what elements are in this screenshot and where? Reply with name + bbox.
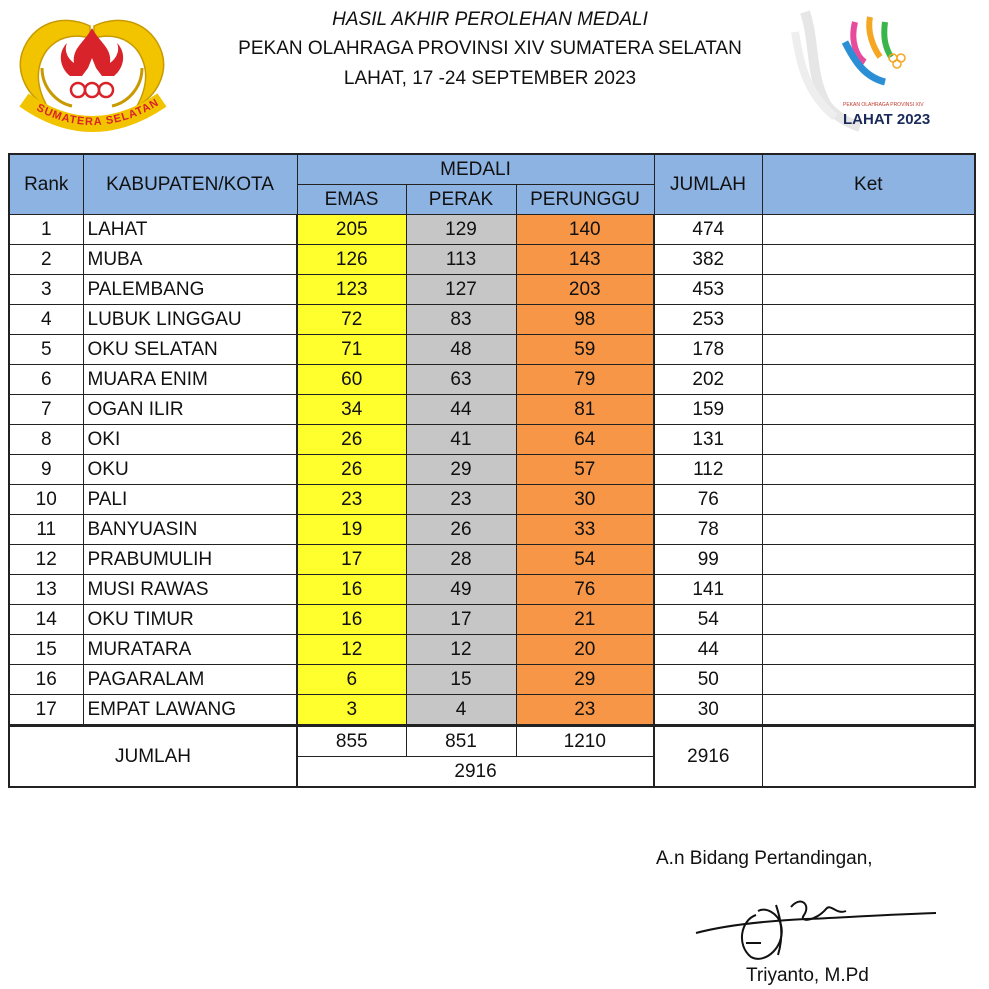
- region-name-cell: MUSI RAWAS: [83, 575, 297, 605]
- logo-right-big-text: LAHAT 2023: [843, 111, 931, 128]
- ket-cell: [762, 365, 975, 395]
- perak-cell: 41: [406, 425, 516, 455]
- table-row: [9, 215, 975, 245]
- table-row: [9, 365, 975, 395]
- table-row: [9, 275, 975, 305]
- perak-cell: 29: [406, 455, 516, 485]
- jumlah-cell: 76: [654, 485, 762, 515]
- perak-cell: 63: [406, 365, 516, 395]
- region-name-cell: OKU TIMUR: [83, 605, 297, 635]
- emas-cell: 26: [297, 455, 406, 485]
- rank-cell: 4: [9, 305, 83, 335]
- table-row: [9, 485, 975, 515]
- sumsel-logo: [12, 8, 172, 138]
- perunggu-cell: 140: [516, 215, 654, 245]
- total-perunggu: 1210: [516, 726, 654, 757]
- rank-cell: 3: [9, 275, 83, 305]
- rank-cell: 10: [9, 485, 83, 515]
- table-row: [9, 305, 975, 335]
- ket-cell: [762, 635, 975, 665]
- perunggu-cell: 54: [516, 545, 654, 575]
- emas-cell: 12: [297, 635, 406, 665]
- medal-table: [8, 153, 976, 788]
- jumlah-cell: 50: [654, 665, 762, 695]
- table-row: [9, 635, 975, 665]
- header-perak: PERAK: [406, 185, 516, 215]
- table-row: [9, 455, 975, 485]
- perak-cell: 83: [406, 305, 516, 335]
- region-name-cell: OKI: [83, 425, 297, 455]
- header-title: HASIL AKHIR PEROLEHAN MEDALI: [332, 9, 648, 30]
- emas-cell: 60: [297, 365, 406, 395]
- emas-cell: 71: [297, 335, 406, 365]
- header-rank: Rank: [9, 154, 83, 215]
- ket-cell: [762, 395, 975, 425]
- table-row: [9, 515, 975, 545]
- header-place-date: LAHAT, 17 -24 SEPTEMBER 2023: [343, 68, 637, 89]
- table-row: [9, 245, 975, 275]
- jumlah-cell: 178: [654, 335, 762, 365]
- jumlah-cell: 382: [654, 245, 762, 275]
- rank-cell: 2: [9, 245, 83, 275]
- rank-cell: 5: [9, 335, 83, 365]
- ket-cell: [762, 575, 975, 605]
- jumlah-cell: 44: [654, 635, 762, 665]
- jumlah-cell: 453: [654, 275, 762, 305]
- rank-cell: 7: [9, 395, 83, 425]
- region-name-cell: OKU SELATAN: [83, 335, 297, 365]
- emas-cell: 16: [297, 605, 406, 635]
- rank-cell: 14: [9, 605, 83, 635]
- perunggu-cell: 57: [516, 455, 654, 485]
- perunggu-cell: 23: [516, 695, 654, 726]
- perunggu-cell: 98: [516, 305, 654, 335]
- header-perunggu: PERUNGGU: [516, 185, 654, 215]
- ket-cell: [762, 545, 975, 575]
- rank-cell: 1: [9, 215, 83, 245]
- rank-cell: 6: [9, 365, 83, 395]
- emas-cell: 123: [297, 275, 406, 305]
- emas-cell: 26: [297, 425, 406, 455]
- ket-cell: [762, 665, 975, 695]
- total-perak: 851: [406, 726, 516, 757]
- perunggu-cell: 64: [516, 425, 654, 455]
- svg-text:SUMATERA SELATAN: [35, 96, 162, 128]
- jumlah-cell: 141: [654, 575, 762, 605]
- document-header: [180, 6, 800, 94]
- header-event: PEKAN OLAHRAGA PROVINSI XIV SUMATERA SELATAN: [238, 38, 742, 59]
- ket-cell: [762, 605, 975, 635]
- jumlah-cell: 99: [654, 545, 762, 575]
- perunggu-cell: 59: [516, 335, 654, 365]
- perunggu-cell: 20: [516, 635, 654, 665]
- ket-cell: [762, 215, 975, 245]
- porprov-lahat-logo: [785, 2, 931, 142]
- rank-cell: 9: [9, 455, 83, 485]
- logo-left-text: SUMATERA SELATAN: [34, 96, 162, 129]
- signature-name: Triyanto, M.Pd: [746, 965, 869, 986]
- jumlah-cell: 474: [654, 215, 762, 245]
- perunggu-cell: 76: [516, 575, 654, 605]
- perak-cell: 49: [406, 575, 516, 605]
- ket-cell: [762, 305, 975, 335]
- ket-cell: [762, 695, 975, 726]
- perunggu-cell: 30: [516, 485, 654, 515]
- jumlah-cell: 131: [654, 425, 762, 455]
- rank-cell: 16: [9, 665, 83, 695]
- jumlah-cell: 202: [654, 365, 762, 395]
- region-name-cell: LAHAT: [83, 215, 297, 245]
- perak-cell: 113: [406, 245, 516, 275]
- perak-cell: 15: [406, 665, 516, 695]
- total-medali: 2916: [297, 757, 654, 788]
- perak-cell: 23: [406, 485, 516, 515]
- ket-cell: [762, 245, 975, 275]
- table-row: [9, 575, 975, 605]
- region-name-cell: MUARA ENIM: [83, 365, 297, 395]
- emas-cell: 205: [297, 215, 406, 245]
- ket-cell: [762, 335, 975, 365]
- jumlah-cell: 54: [654, 605, 762, 635]
- emas-cell: 17: [297, 545, 406, 575]
- total-jumlah: 2916: [654, 726, 762, 788]
- jumlah-cell: 30: [654, 695, 762, 726]
- perak-cell: 127: [406, 275, 516, 305]
- header-ket: Ket: [762, 154, 975, 215]
- jumlah-cell: 78: [654, 515, 762, 545]
- ket-cell: [762, 275, 975, 305]
- rank-cell: 11: [9, 515, 83, 545]
- region-name-cell: PALI: [83, 485, 297, 515]
- perunggu-cell: 143: [516, 245, 654, 275]
- perak-cell: 4: [406, 695, 516, 726]
- perak-cell: 129: [406, 215, 516, 245]
- region-name-cell: PAGARALAM: [83, 665, 297, 695]
- emas-cell: 34: [297, 395, 406, 425]
- header-medali: MEDALI: [297, 154, 654, 185]
- region-name-cell: OKU: [83, 455, 297, 485]
- rank-cell: 17: [9, 695, 83, 726]
- total-ket: [762, 726, 975, 788]
- signature-role: A.n Bidang Pertandingan,: [656, 848, 873, 869]
- perak-cell: 26: [406, 515, 516, 545]
- emas-cell: 126: [297, 245, 406, 275]
- header-region: KABUPATEN/KOTA: [83, 154, 297, 215]
- region-name-cell: MURATARA: [83, 635, 297, 665]
- header-jumlah: JUMLAH: [654, 154, 762, 215]
- emas-cell: 6: [297, 665, 406, 695]
- perunggu-cell: 203: [516, 275, 654, 305]
- region-name-cell: LUBUK LINGGAU: [83, 305, 297, 335]
- signature-block: [656, 845, 956, 986]
- jumlah-cell: 253: [654, 305, 762, 335]
- emas-cell: 19: [297, 515, 406, 545]
- table-row: [9, 545, 975, 575]
- region-name-cell: MUBA: [83, 245, 297, 275]
- handwritten-signature: [686, 885, 946, 965]
- perunggu-cell: 79: [516, 365, 654, 395]
- perunggu-cell: 29: [516, 665, 654, 695]
- ket-cell: [762, 485, 975, 515]
- table-row: [9, 665, 975, 695]
- total-emas: 855: [297, 726, 406, 757]
- region-name-cell: BANYUASIN: [83, 515, 297, 545]
- region-name-cell: EMPAT LAWANG: [83, 695, 297, 726]
- rank-cell: 8: [9, 425, 83, 455]
- perak-cell: 48: [406, 335, 516, 365]
- table-row: [9, 605, 975, 635]
- table-row: [9, 425, 975, 455]
- table-row: [9, 395, 975, 425]
- rank-cell: 12: [9, 545, 83, 575]
- perak-cell: 12: [406, 635, 516, 665]
- jumlah-cell: 159: [654, 395, 762, 425]
- perak-cell: 44: [406, 395, 516, 425]
- region-name-cell: OGAN ILIR: [83, 395, 297, 425]
- rank-cell: 15: [9, 635, 83, 665]
- rank-cell: 13: [9, 575, 83, 605]
- perunggu-cell: 33: [516, 515, 654, 545]
- header-emas: EMAS: [297, 185, 406, 215]
- emas-cell: 72: [297, 305, 406, 335]
- perunggu-cell: 81: [516, 395, 654, 425]
- logo-right-small-text: PEKAN OLAHRAGA PROVINSI XIV: [843, 102, 924, 108]
- total-label: JUMLAH: [9, 726, 297, 788]
- perak-cell: 28: [406, 545, 516, 575]
- region-name-cell: PRABUMULIH: [83, 545, 297, 575]
- ket-cell: [762, 455, 975, 485]
- region-name-cell: PALEMBANG: [83, 275, 297, 305]
- jumlah-cell: 112: [654, 455, 762, 485]
- emas-cell: 16: [297, 575, 406, 605]
- table-row: [9, 335, 975, 365]
- emas-cell: 3: [297, 695, 406, 726]
- emas-cell: 23: [297, 485, 406, 515]
- perunggu-cell: 21: [516, 605, 654, 635]
- ket-cell: [762, 515, 975, 545]
- perak-cell: 17: [406, 605, 516, 635]
- table-row: [9, 695, 975, 726]
- ket-cell: [762, 425, 975, 455]
